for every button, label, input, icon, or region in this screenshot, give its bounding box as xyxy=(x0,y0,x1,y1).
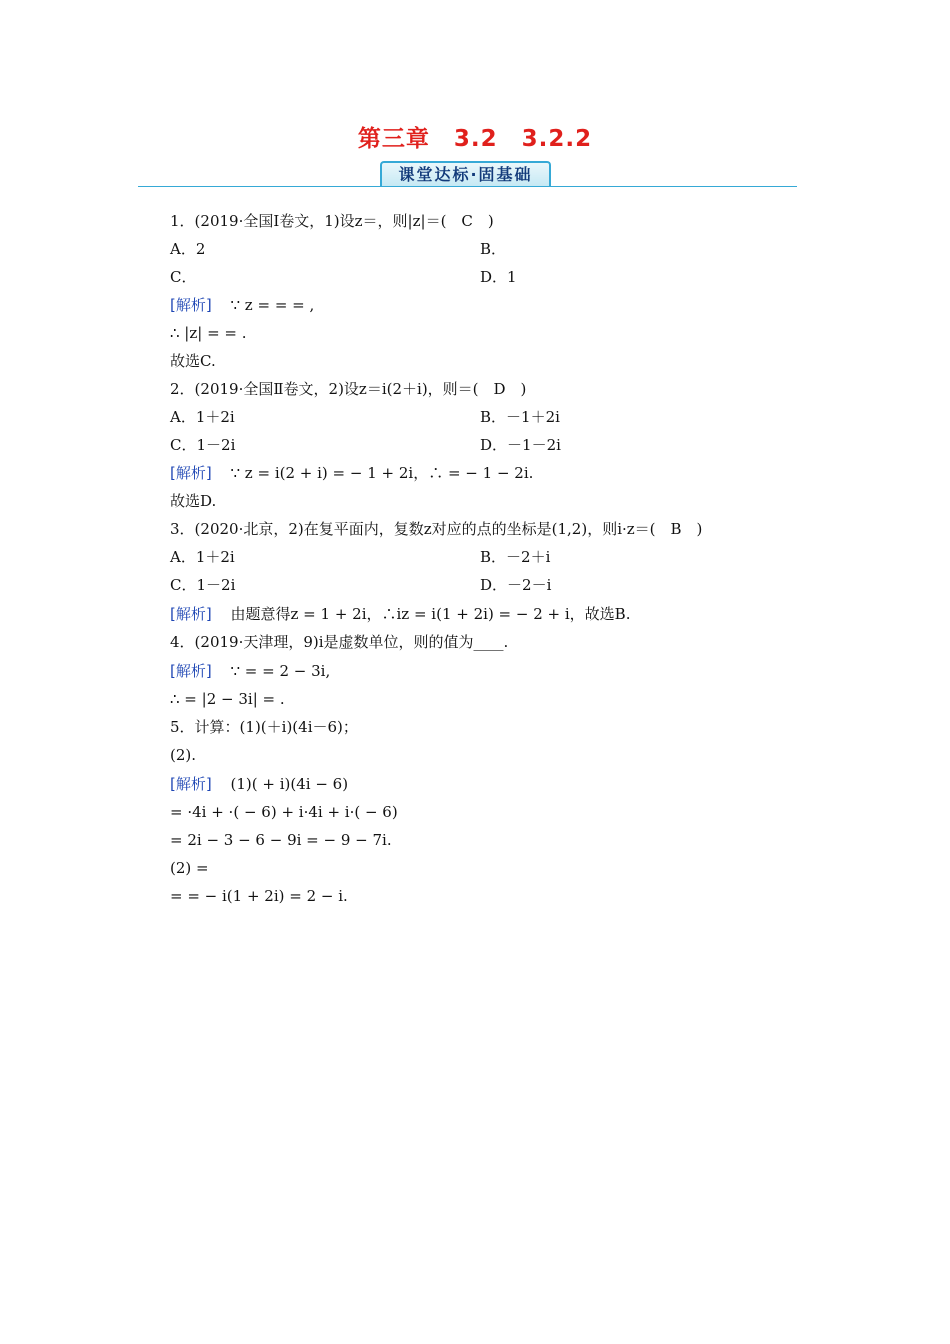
q1-option-b: B． xyxy=(480,240,507,258)
q1-option-d: D．1 xyxy=(480,268,517,286)
solution-3-line-1 xyxy=(170,603,630,625)
solution-1-line-1 xyxy=(170,294,314,316)
q3-option-a: A．1＋2i xyxy=(170,548,235,566)
header-divider xyxy=(138,186,797,187)
solution-tag: [解析] xyxy=(170,662,212,680)
q1-option-a: A．2 xyxy=(170,240,206,258)
q3-option-c: C．1－2i xyxy=(170,576,236,594)
solution-2-line-1 xyxy=(170,462,533,484)
solution-tag: [解析] xyxy=(170,464,212,482)
q1-option-c: C． xyxy=(170,268,197,286)
solution-2-line-2: 故选D. xyxy=(170,492,217,510)
question-5: 5．计算：(1)(＋i)(4i－6)； xyxy=(170,718,358,736)
solution-text: (1)( + i)(4i − 6) xyxy=(230,775,349,793)
question-1: 1．(2019·全国Ⅰ卷文，1)设z＝，则|z|＝( C ) xyxy=(170,212,494,230)
solution-tag: [解析] xyxy=(170,296,212,314)
q2-option-d: D．－1－2i xyxy=(480,436,561,454)
chapter-title: 第三章 3.2 3.2.2 xyxy=(357,126,593,152)
solution-4-line-1 xyxy=(170,660,330,682)
solution-5-line-3: = 2i − 3 − 6 − 9i = − 9 − 7i. xyxy=(170,831,392,849)
solution-text: ∵ z = = = , xyxy=(230,296,315,314)
solution-1-line-2: ∴ |z| = = . xyxy=(170,324,247,342)
q2-option-c: C．1－2i xyxy=(170,436,236,454)
solution-5-line-5: = = − i(1 + 2i) = 2 − i. xyxy=(170,887,348,905)
solution-tag: [解析] xyxy=(170,775,212,793)
solution-1-line-3: 故选C. xyxy=(170,352,216,370)
solution-text: ∵ = = 2 − 3i, xyxy=(230,662,331,680)
solution-text: 由题意得z = 1 + 2i，∴iz = i(1 + 2i) = − 2 + i，故选B. xyxy=(230,605,631,623)
solution-tag: [解析] xyxy=(170,605,212,623)
solution-text: ∵ z = i(2 + i) = − 1 + 2i，∴ = − 1 − 2i. xyxy=(230,464,534,482)
q3-option-b: B．－2＋i xyxy=(480,548,551,566)
solution-5-line-2: = ·4i + ·( − 6) + i·4i + i·( − 6) xyxy=(170,803,398,821)
q2-option-a: A．1＋2i xyxy=(170,408,235,426)
solution-5-line-4: (2) = xyxy=(170,859,209,877)
q3-option-d: D．－2－i xyxy=(480,576,552,594)
question-4: 4．(2019·天津理，9)i是虚数单位，则的值为____. xyxy=(170,633,509,651)
solution-5-line-1 xyxy=(170,773,348,795)
section-banner: 课堂达标·固基础 xyxy=(380,161,551,186)
question-2: 2．(2019·全国Ⅱ卷文，2)设z＝i(2＋i)，则＝( D ) xyxy=(170,380,527,398)
q2-option-b: B．－1＋2i xyxy=(480,408,560,426)
question-3: 3．(2020·北京，2)在复平面内，复数z对应的点的坐标是(1,2)，则i·z＝( B ) xyxy=(170,520,703,538)
question-5-part-2: (2). xyxy=(170,746,197,764)
solution-4-line-2: ∴ = |2 − 3i| = . xyxy=(170,690,285,708)
